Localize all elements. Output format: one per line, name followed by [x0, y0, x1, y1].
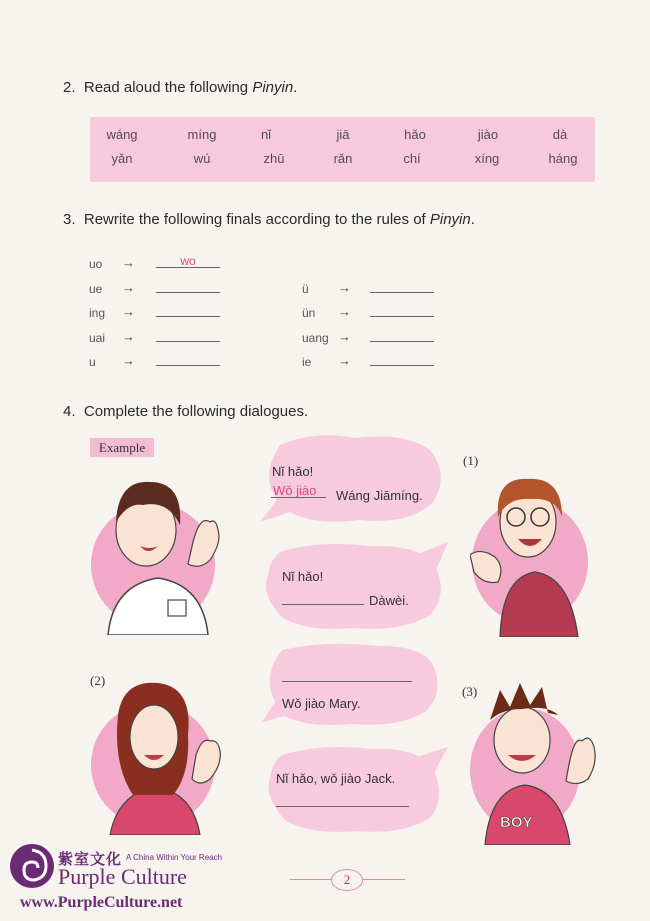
answer-text: Wǒ jiào [273, 483, 317, 498]
pinyin-syllable: hǎo [404, 127, 426, 142]
instruction-italic: Pinyin [429, 211, 471, 228]
answer-text: wo [180, 254, 196, 268]
bubble-text: Wáng Jiāmíng. [336, 488, 423, 503]
instruction-text: Rewrite the following finals according to the rules of [83, 211, 430, 228]
dialogue-number: (2) [90, 673, 106, 688]
final-label: ue [89, 282, 103, 296]
pinyin-box [90, 117, 595, 182]
page-number: 2 [331, 869, 363, 891]
arrow-icon: → [338, 329, 351, 344]
shirt-text: BOY [500, 814, 533, 831]
example-label: Example [90, 438, 154, 457]
dialogue-number: (1) [463, 453, 479, 468]
girl-illustration [88, 675, 228, 835]
arrow-icon: → [122, 329, 135, 344]
boy-shirt-illustration [470, 675, 600, 845]
pinyin-syllable: chí [403, 151, 421, 166]
final-label: ün [302, 306, 316, 320]
exercise-number: 2. [63, 79, 76, 96]
pinyin-syllable: míng [187, 127, 217, 142]
final-label: uang [302, 331, 329, 345]
purple-culture-logo-icon [8, 842, 56, 890]
pinyin-syllable: jiā [336, 127, 350, 142]
bubble-text: Nǐ hǎo! [272, 464, 314, 479]
answer-blank[interactable] [271, 483, 326, 498]
answer-blank[interactable] [370, 302, 434, 317]
arrow-icon: → [338, 304, 351, 319]
pinyin-syllable: rǎn [333, 151, 353, 166]
logo-tagline: A China Within Your Reach [126, 853, 223, 862]
punctuation: . [470, 211, 475, 228]
pinyin-syllable: yǎn [111, 151, 133, 166]
speech-bubble [257, 640, 447, 730]
arrow-icon: → [338, 280, 351, 295]
logo-name: Purple Culture [58, 864, 187, 889]
instruction-text: Complete the following dialogues. [83, 403, 309, 420]
arrow-icon: → [122, 280, 135, 295]
logo-url-link[interactable]: www.PurpleCulture.net [20, 894, 183, 911]
answer-blank[interactable] [156, 278, 220, 293]
arrow-icon: → [122, 304, 135, 319]
answer-blank[interactable] [276, 792, 409, 807]
pinyin-syllable: wáng [106, 127, 138, 142]
bubble-text: Nǐ hǎo! [282, 569, 324, 584]
final-label: uai [89, 331, 106, 345]
answer-blank[interactable] [282, 590, 364, 605]
dialogue-number: (3) [462, 684, 478, 699]
final-label: ie [302, 355, 312, 369]
final-label: ü [302, 282, 309, 296]
exercise-number: 4. [63, 403, 76, 420]
arrow-icon: → [338, 353, 351, 368]
answer-blank[interactable] [156, 351, 220, 366]
bubble-text: Wǒ jiào Mary. [282, 696, 361, 711]
pinyin-syllable: nǐ [260, 127, 272, 142]
arrow-icon: → [122, 255, 135, 270]
exercise-3-heading [63, 211, 475, 228]
pinyin-syllable: zhū [263, 151, 285, 166]
answer-blank[interactable] [282, 667, 412, 682]
boy-illustration [88, 460, 238, 635]
speech-bubble [255, 430, 450, 530]
bubble-text: Dàwèi. [369, 593, 409, 608]
pinyin-syllable: wú [193, 151, 211, 166]
final-label: u [89, 355, 96, 369]
speech-bubble [262, 743, 452, 838]
pinyin-syllable: dà [552, 127, 568, 142]
instruction-text: Read aloud the following [83, 79, 253, 96]
logo-chinese-name: 紫室文化 [58, 851, 123, 868]
exercise-number: 3. [63, 211, 76, 228]
pinyin-syllable: jiào [477, 127, 499, 142]
speech-bubble [258, 540, 453, 635]
answer-blank[interactable] [370, 278, 434, 293]
instruction-italic: Pinyin [252, 79, 294, 96]
exercise-4-heading [63, 403, 308, 420]
pinyin-syllable: háng [548, 151, 578, 166]
answer-blank[interactable] [370, 351, 434, 366]
boy-glasses-illustration [470, 467, 590, 637]
final-label: ing [89, 306, 106, 320]
answer-blank[interactable] [370, 327, 434, 342]
pinyin-syllable: xíng [474, 151, 500, 166]
bubble-text: Nǐ hǎo, wǒ jiào Jack. [276, 771, 396, 786]
answer-blank[interactable] [156, 302, 220, 317]
punctuation: . [293, 79, 298, 96]
exercise-2-heading [63, 79, 297, 96]
final-label: uo [89, 257, 103, 271]
arrow-icon: → [122, 353, 135, 368]
answer-blank[interactable] [156, 327, 220, 342]
